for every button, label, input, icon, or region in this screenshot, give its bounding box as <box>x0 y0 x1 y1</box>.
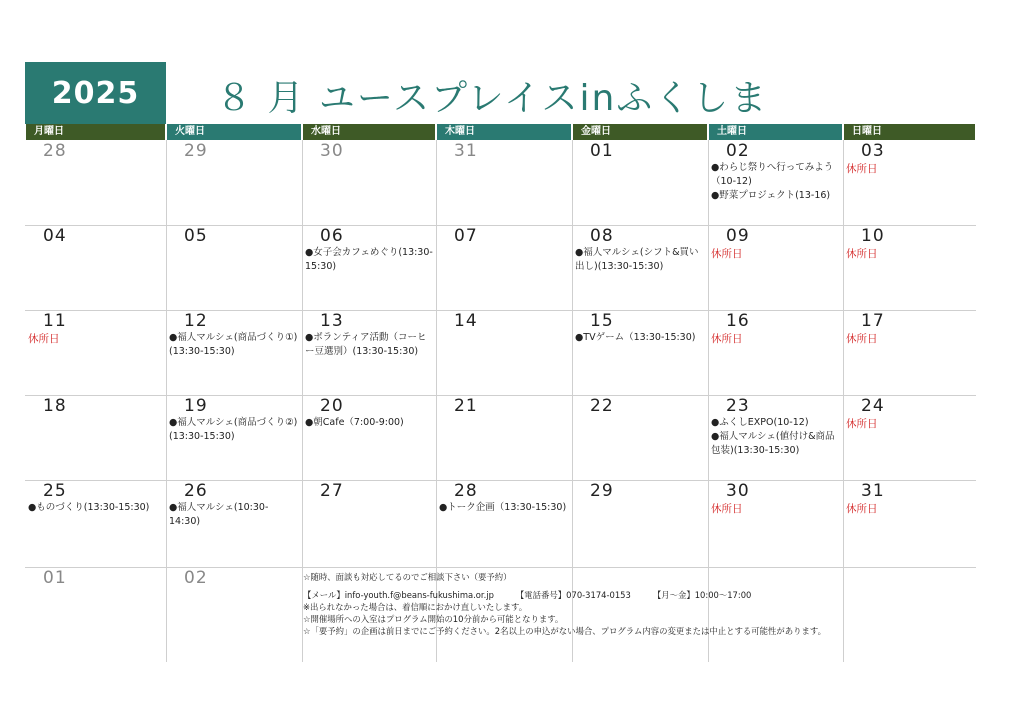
day-cell <box>302 480 436 567</box>
day-number: 15 <box>590 311 614 331</box>
closed-day-label: 休所日 <box>28 333 60 345</box>
day-number: 09 <box>726 226 750 246</box>
day-number: 19 <box>184 396 208 416</box>
year-label: 2025 <box>51 76 140 111</box>
day-cell <box>302 225 436 310</box>
day-number: 28 <box>43 141 67 161</box>
day-cell <box>166 310 302 395</box>
closed-day-label: 休所日 <box>711 333 743 345</box>
day-number: 07 <box>454 226 478 246</box>
day-cell <box>25 480 166 567</box>
closed-day-label: 休所日 <box>846 418 878 430</box>
day-number: 21 <box>454 396 478 416</box>
event-item: ●福人マルシェ(商品づくり②)(13:30-15:30) <box>169 417 298 442</box>
day-cell <box>436 310 572 395</box>
day-cell <box>25 225 166 310</box>
contact-phone: 【電話番号】070-3174-0153 <box>515 590 631 600</box>
day-cell <box>436 225 572 310</box>
day-number: 04 <box>43 226 67 246</box>
day-cell <box>436 480 572 567</box>
day-number: 02 <box>726 141 750 161</box>
day-number: 24 <box>861 396 885 416</box>
day-cell <box>166 225 302 310</box>
day-cell <box>166 395 302 480</box>
event-list <box>305 416 433 430</box>
reservation-note: ☆「要予約」の企画は前日までにご予約ください。2名以上の申込がない場合、プログラム内容の変更または中止とする可能性があります。 <box>303 626 826 636</box>
day-cell <box>843 310 976 395</box>
event-list <box>169 416 299 444</box>
closed-day-label: 休所日 <box>846 163 878 175</box>
event-item: ●ふくしEXPO(10-12) <box>711 417 809 428</box>
closed-day-label: 休所日 <box>846 503 878 515</box>
day-number: 23 <box>726 396 750 416</box>
day-number: 02 <box>184 568 208 588</box>
day-cell <box>843 480 976 567</box>
event-item: ●わらじ祭りへ行ってみよう（10-12) <box>711 162 834 187</box>
day-number: 30 <box>726 481 750 501</box>
event-list <box>711 161 840 203</box>
callback-note: ※出られなかった場合は、着信順におかけ直しいたします。 <box>303 602 528 612</box>
day-cell <box>302 310 436 395</box>
day-cell <box>572 140 708 225</box>
event-list <box>169 331 299 359</box>
day-number: 11 <box>43 311 67 331</box>
day-number: 16 <box>726 311 750 331</box>
day-cell <box>708 140 843 225</box>
day-number: 29 <box>590 481 614 501</box>
event-item: ●野菜プロジェクト(13-16) <box>711 190 831 201</box>
day-number: 26 <box>184 481 208 501</box>
day-number: 22 <box>590 396 614 416</box>
day-cell <box>572 480 708 567</box>
event-list <box>575 246 705 274</box>
day-cell <box>302 140 436 225</box>
day-number: 08 <box>590 226 614 246</box>
event-item: ●ボランティア活動（コーヒー豆選別）(13:30-15:30) <box>305 332 427 357</box>
event-list <box>28 501 163 515</box>
day-number: 31 <box>861 481 885 501</box>
day-cell <box>843 225 976 310</box>
day-cell <box>25 567 166 662</box>
day-number: 17 <box>861 311 885 331</box>
day-number: 14 <box>454 311 478 331</box>
weekday-header-3: 水曜日 <box>303 124 435 140</box>
event-item: ●ものづくり(13:30-15:30) <box>28 502 150 513</box>
event-list <box>305 246 433 274</box>
weekday-header-row <box>25 124 976 140</box>
weekday-header-6: 土曜日 <box>709 124 842 140</box>
notes-block <box>303 571 975 637</box>
event-item: ●福人マルシェ(10:30-14:30) <box>169 502 269 527</box>
day-cell <box>166 140 302 225</box>
office-hours: 【月～金】10:00～17:00 <box>652 590 752 600</box>
event-item: ●トーク企画（13:30-15:30) <box>439 502 567 513</box>
weekday-header-7: 日曜日 <box>844 124 975 140</box>
day-cell <box>843 140 976 225</box>
day-cell <box>166 567 302 662</box>
day-cell <box>708 310 843 395</box>
day-number: 03 <box>861 141 885 161</box>
weekday-header-2: 火曜日 <box>167 124 301 140</box>
day-cell <box>572 225 708 310</box>
weekday-header-4: 木曜日 <box>437 124 571 140</box>
event-item: ●朝Cafe（7:00-9:00) <box>305 417 404 428</box>
event-list <box>169 501 299 529</box>
day-number: 05 <box>184 226 208 246</box>
day-number: 20 <box>320 396 344 416</box>
day-number: 10 <box>861 226 885 246</box>
day-cell <box>25 140 166 225</box>
day-cell <box>708 395 843 480</box>
event-list <box>575 331 705 345</box>
weekday-header-5: 金曜日 <box>573 124 707 140</box>
day-number: 18 <box>43 396 67 416</box>
day-number: 12 <box>184 311 208 331</box>
contact-mail: 【メール】info-youth.f@beans-fukushima.or.jp <box>303 590 494 600</box>
day-number: 30 <box>320 141 344 161</box>
day-cell <box>25 310 166 395</box>
event-item: ●福人マルシェ(値付け&商品包装)(13:30-15:30) <box>711 431 835 456</box>
day-number: 06 <box>320 226 344 246</box>
day-cell <box>302 395 436 480</box>
day-number: 13 <box>320 311 344 331</box>
day-number: 25 <box>43 481 67 501</box>
contact-line <box>303 589 975 601</box>
day-cell <box>166 480 302 567</box>
day-cell <box>436 140 572 225</box>
event-list <box>711 416 840 458</box>
page-title: ８ 月 ユースプレイスinふくしま <box>216 78 769 119</box>
day-number: 01 <box>43 568 67 588</box>
day-cell <box>572 310 708 395</box>
day-number: 27 <box>320 481 344 501</box>
day-number: 28 <box>454 481 478 501</box>
day-number: 01 <box>590 141 614 161</box>
day-cell <box>436 395 572 480</box>
closed-day-label: 休所日 <box>711 248 743 260</box>
event-list <box>305 331 433 359</box>
event-item: ●福人マルシェ(シフト&買い出し)(13:30-15:30) <box>575 247 699 272</box>
day-cell <box>708 225 843 310</box>
weekday-header-1: 月曜日 <box>26 124 165 140</box>
entry-note: ☆開催場所への入室はプログラム開始の10分前から可能となります。 <box>303 614 564 624</box>
day-number: 31 <box>454 141 478 161</box>
event-item: ●TVゲーム（13:30-15:30) <box>575 332 696 343</box>
closed-day-label: 休所日 <box>711 503 743 515</box>
event-item: ●福人マルシェ(商品づくり①)(13:30-15:30) <box>169 332 298 357</box>
day-number: 29 <box>184 141 208 161</box>
closed-day-label: 休所日 <box>846 333 878 345</box>
consult-note: ☆随時、面談も対応してるのでご相談下さい（要予約） <box>303 572 512 582</box>
closed-day-label: 休所日 <box>846 248 878 260</box>
day-cell <box>572 395 708 480</box>
day-cell <box>708 480 843 567</box>
day-cell <box>843 395 976 480</box>
event-item: ●女子会カフェめぐり(13:30-15:30) <box>305 247 433 272</box>
event-list <box>439 501 569 515</box>
day-cell <box>25 395 166 480</box>
